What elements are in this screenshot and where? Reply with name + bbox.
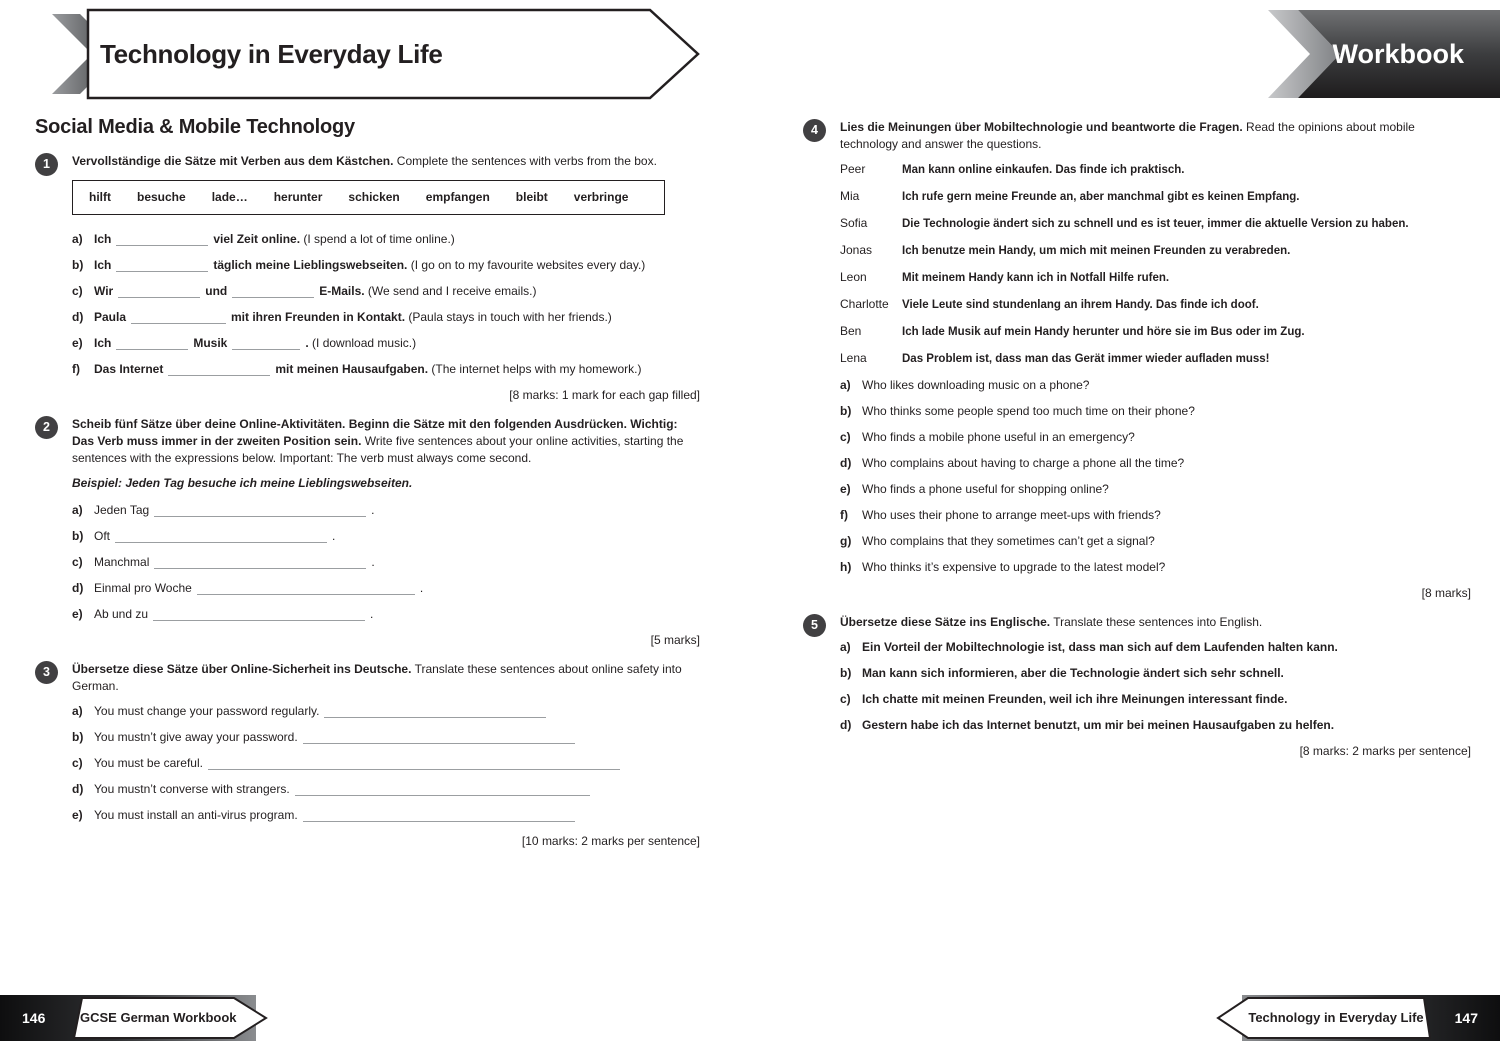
speaker-name: Charlotte <box>840 296 889 311</box>
fill-gap-item <box>72 283 700 300</box>
german-text: Wir <box>94 283 114 298</box>
prompt-text: You must be careful. <box>94 755 203 770</box>
german-text: Ich <box>94 335 112 350</box>
german-text: E-Mails. <box>319 283 365 298</box>
opinion-text: Mit meinem Handy kann ich in Notfall Hilfe rufen. <box>902 271 1170 284</box>
instruction-german: Übersetze diese Sätze über Online-Sicherheit ins Deutsche. <box>72 662 412 677</box>
answer-blank <box>115 530 327 543</box>
page-title: Technology in Everyday Life <box>100 39 443 69</box>
item-letter: e) <box>840 481 851 496</box>
german-text: Musik <box>193 335 228 350</box>
opinion-row <box>840 350 1471 368</box>
item-letter: e) <box>72 606 83 621</box>
question-item <box>840 507 1471 524</box>
item-letter: c) <box>840 692 851 707</box>
german-text: täglich meine Lieblingswebseiten. <box>213 257 408 272</box>
item-letter: b) <box>840 403 852 418</box>
item-letter: c) <box>72 554 83 569</box>
writing-line-item <box>72 606 700 623</box>
prompt-text: Ab und zu <box>94 606 149 621</box>
question-text: Who uses their phone to arrange meet-ups with friends? <box>862 507 1161 522</box>
fill-gap-item <box>72 309 700 326</box>
item-letter: c) <box>840 429 851 444</box>
question-item <box>840 533 1471 550</box>
exercise-instruction <box>72 661 700 695</box>
opinion-row <box>840 188 1471 206</box>
translation-item <box>840 639 1471 656</box>
marks-label: [10 marks: 2 marks per sentence] <box>521 833 700 848</box>
fill-gap-item <box>72 335 700 352</box>
instruction-german: Übersetze diese Sätze ins Englische. <box>840 615 1051 630</box>
answer-blank <box>116 259 208 272</box>
german-text: . <box>305 335 309 350</box>
fill-gap-item <box>72 257 700 274</box>
speaker-name: Ben <box>840 323 862 338</box>
item-letter: e) <box>72 807 83 822</box>
fill-gap-item <box>72 231 700 248</box>
answer-blank <box>116 337 188 350</box>
item-letter: a) <box>840 640 851 655</box>
translation-item <box>840 665 1471 682</box>
footer-left-banner <box>70 996 270 1040</box>
question-item <box>840 377 1471 394</box>
right-page-column <box>803 119 1471 773</box>
instruction-english: Translate these sentences into English. <box>1050 615 1263 630</box>
speaker-name: Jonas <box>840 242 873 257</box>
example-sentence: Beispiel: Jeden Tag besuche ich meine Lieblingswebseiten. <box>72 475 413 490</box>
item-letter: d) <box>72 580 84 595</box>
exercise-instruction <box>72 416 700 466</box>
german-text: mit ihren Freunden in Kontakt. <box>231 309 406 324</box>
answer-blank <box>232 337 300 350</box>
prompt-text: Manchmal <box>94 554 150 569</box>
translation-item <box>72 781 700 798</box>
speaker-name: Leon <box>840 269 867 284</box>
german-sentence: Man kann sich informieren, aber die Technologie ändert sich sehr schnell. <box>862 666 1284 681</box>
english-translation: (I download music.) <box>308 335 417 350</box>
question-text: Who complains that they sometimes can’t get a signal? <box>862 533 1155 548</box>
word-box-item: besuche <box>137 189 186 204</box>
item-letter: a) <box>72 703 83 718</box>
english-translation: (The internet helps with my homework.) <box>428 361 642 376</box>
speaker-name: Sofia <box>840 215 868 230</box>
item-letter: c) <box>72 283 83 298</box>
opinion-text: Ich rufe gern meine Freunde an, aber manchmal gibt es keinen Empfang. <box>902 190 1300 203</box>
translation-item <box>840 717 1471 734</box>
item-letter: e) <box>72 335 83 350</box>
speaker-name: Peer <box>840 161 866 176</box>
item-letter: d) <box>840 718 852 733</box>
prompt-text: You must install an anti-virus program. <box>94 807 298 822</box>
word-box-item: empfangen <box>425 189 490 204</box>
item-letter: f) <box>72 361 80 376</box>
opinion-text: Ich lade Musik auf mein Handy herunter und höre sie im Bus oder im Zug. <box>902 325 1305 338</box>
opinion-text: Die Technologie ändert sich zu schnell und es ist teuer, immer die aktuelle Version zu haben. <box>902 217 1409 230</box>
footer-right-banner <box>1214 996 1434 1040</box>
item-letter: c) <box>72 755 83 770</box>
writing-line-item <box>72 554 700 571</box>
opinion-row <box>840 161 1471 179</box>
exercise-number-badge: 4 <box>803 119 826 142</box>
exercise-1 <box>35 153 700 403</box>
word-box-item: herunter <box>273 189 323 204</box>
page-number-right: 147 <box>1454 1010 1478 1026</box>
instruction-english: Write five sentences about your online activities, starting the sentences with the expressions below. Important: The verb must always come second. <box>72 434 684 465</box>
exercise-4 <box>803 119 1471 601</box>
item-letter: b) <box>72 257 84 272</box>
german-text: Paula <box>94 309 127 324</box>
word-box-item: hilft <box>89 189 111 204</box>
left-page-column <box>35 116 700 863</box>
answer-blank <box>303 731 575 744</box>
prompt-text: You must change your password regularly. <box>94 703 320 718</box>
answer-blank <box>131 311 226 324</box>
item-letter: h) <box>840 559 852 574</box>
question-item <box>840 559 1471 576</box>
prompt-text: Oft <box>94 528 111 543</box>
instruction-german: Vervollständige die Sätze mit Verben aus dem Kästchen. <box>72 154 394 168</box>
instruction-english: Complete the sentences with verbs from the box. <box>393 154 657 168</box>
item-letter: d) <box>72 781 84 796</box>
marks-label: [8 marks: 2 marks per sentence] <box>1299 744 1471 759</box>
footer-topic-title: Technology in Everyday Life <box>1248 1010 1424 1025</box>
german-text: und <box>205 283 228 298</box>
marks-label: [8 marks: 1 mark for each gap filled] <box>509 387 700 402</box>
opinion-row <box>840 323 1471 341</box>
item-letter: d) <box>840 455 852 470</box>
word-box-item: bleibt <box>515 189 548 204</box>
exercise-number-badge: 5 <box>803 614 826 637</box>
german-sentence: Ein Vorteil der Mobiltechnologie ist, dass man sich auf dem Laufenden halten kann. <box>862 640 1338 655</box>
instruction-english: Read the opinions about mobile technology and answer the questions. <box>840 120 1415 151</box>
translation-item <box>840 691 1471 708</box>
instruction-english: Translate these sentences about online safety into German. <box>72 662 682 694</box>
footer-book-title: GCSE German Workbook <box>80 1010 237 1025</box>
question-item <box>840 403 1471 420</box>
marks-label: [5 marks] <box>650 632 700 647</box>
answer-blank <box>208 757 620 770</box>
prompt-text: You mustn’t converse with strangers. <box>94 781 290 796</box>
word-box-item: schicken <box>348 189 400 204</box>
question-text: Who likes downloading music on a phone? <box>862 377 1090 392</box>
prompt-text: Jeden Tag <box>94 502 150 517</box>
word-box-item: verbringe <box>573 189 629 204</box>
answer-blank <box>295 783 590 796</box>
opinion-row <box>840 215 1471 233</box>
sentence-period: . <box>371 502 375 517</box>
speaker-name: Lena <box>840 350 867 365</box>
item-letter: f) <box>840 507 848 522</box>
exercise-number-badge: 1 <box>35 153 58 176</box>
item-letter: b) <box>72 528 84 543</box>
english-translation: (We send and I receive emails.) <box>364 283 537 298</box>
speaker-name: Mia <box>840 188 860 203</box>
question-item <box>840 481 1471 498</box>
word-box-item: lade… <box>211 189 248 204</box>
opinion-text: Viele Leute sind stundenlang an ihrem Handy. Das finde ich doof. <box>902 298 1259 311</box>
item-letter: d) <box>72 309 84 324</box>
exercise-instruction <box>72 153 700 170</box>
english-translation: (I spend a lot of time online.) <box>300 231 455 246</box>
sentence-period: . <box>419 580 424 595</box>
english-translation: (I go on to my favourite websites every day.) <box>407 257 646 272</box>
item-letter: g) <box>840 533 852 548</box>
exercise-number-badge: 2 <box>35 416 58 439</box>
sentence-period: . <box>370 606 374 621</box>
question-text: Who finds a phone useful for shopping online? <box>862 481 1109 496</box>
answer-blank <box>154 556 366 569</box>
sentence-period: . <box>371 554 375 569</box>
german-sentence: Ich chatte mit meinen Freunden, weil ich ihre Meinungen interessant finde. <box>862 692 1288 707</box>
item-letter: b) <box>72 729 84 744</box>
answer-blank <box>116 233 208 246</box>
german-text: mit meinen Hausaufgaben. <box>275 361 429 376</box>
section-title: Social Media & Mobile Technology <box>35 116 355 138</box>
writing-line-item <box>72 580 700 597</box>
answer-blank <box>324 705 546 718</box>
question-text: Who finds a mobile phone useful in an emergency? <box>862 429 1135 444</box>
exercise-2 <box>35 416 700 648</box>
instruction-german: Scheib fünf Sätze über deine Online-Aktivitäten. Beginn die Sätze mit den folgenden Ausdrücken. Wichtig: Das Verb muss immer in der zweiten Position sein. <box>72 417 678 449</box>
item-letter: a) <box>72 502 83 517</box>
workbook-label: Workbook <box>1332 39 1464 69</box>
exercise-instruction <box>840 119 1471 153</box>
german-text: Ich <box>94 231 112 246</box>
item-letter: a) <box>840 377 851 392</box>
prompt-text: Einmal pro Woche <box>94 580 192 595</box>
answer-blank <box>118 285 200 298</box>
instruction-german: Lies die Meinungen über Mobiltechnologie und beantworte die Fragen. <box>840 120 1243 134</box>
page-header-banner <box>52 8 702 100</box>
answer-blank <box>154 504 366 517</box>
opinion-row <box>840 269 1471 287</box>
opinion-text: Das Problem ist, dass man das Gerät immer wieder aufladen muss! <box>902 352 1270 365</box>
translation-item <box>72 807 700 824</box>
workbook-header-banner <box>1268 8 1500 100</box>
writing-line-item <box>72 502 700 519</box>
question-text: Who thinks it’s expensive to upgrade to the latest model? <box>862 559 1166 574</box>
question-item <box>840 429 1471 446</box>
translation-item <box>72 703 700 720</box>
opinion-row <box>840 242 1471 260</box>
page-number-left: 146 <box>22 1010 46 1026</box>
answer-blank <box>197 582 415 595</box>
english-translation: (Paula stays in touch with her friends.) <box>405 309 612 324</box>
question-item <box>840 455 1471 472</box>
german-text: Ich <box>94 257 112 272</box>
opinion-text: Man kann online einkaufen. Das finde ich praktisch. <box>902 163 1185 176</box>
prompt-text: You mustn’t give away your password. <box>94 729 298 744</box>
question-text: Who complains about having to charge a phone all the time? <box>862 455 1185 470</box>
exercise-3 <box>35 661 700 849</box>
item-letter: b) <box>840 666 852 681</box>
marks-label: [8 marks] <box>1421 585 1471 600</box>
exercise-5 <box>803 614 1471 760</box>
translation-item <box>72 755 700 772</box>
opinion-row <box>840 296 1471 314</box>
answer-blank <box>168 363 270 376</box>
exercise-instruction <box>840 614 1471 631</box>
german-sentence: Gestern habe ich das Internet benutzt, um mir bei meinen Hausaufgaben zu helfen. <box>862 718 1335 733</box>
answer-blank <box>303 809 575 822</box>
translation-item <box>72 729 700 746</box>
item-letter: a) <box>72 231 83 246</box>
answer-blank <box>232 285 314 298</box>
verb-word-box <box>72 180 665 215</box>
sentence-period: . <box>332 528 336 543</box>
question-text: Who thinks some people spend too much time on their phone? <box>862 403 1195 418</box>
writing-line-item <box>72 528 700 545</box>
german-text: viel Zeit online. <box>213 231 301 246</box>
answer-blank <box>153 608 365 621</box>
fill-gap-item <box>72 361 700 378</box>
opinion-text: Ich benutze mein Handy, um mich mit meinen Freunden zu verabreden. <box>902 244 1291 257</box>
german-text: Das Internet <box>94 361 164 376</box>
exercise-number-badge: 3 <box>35 661 58 684</box>
